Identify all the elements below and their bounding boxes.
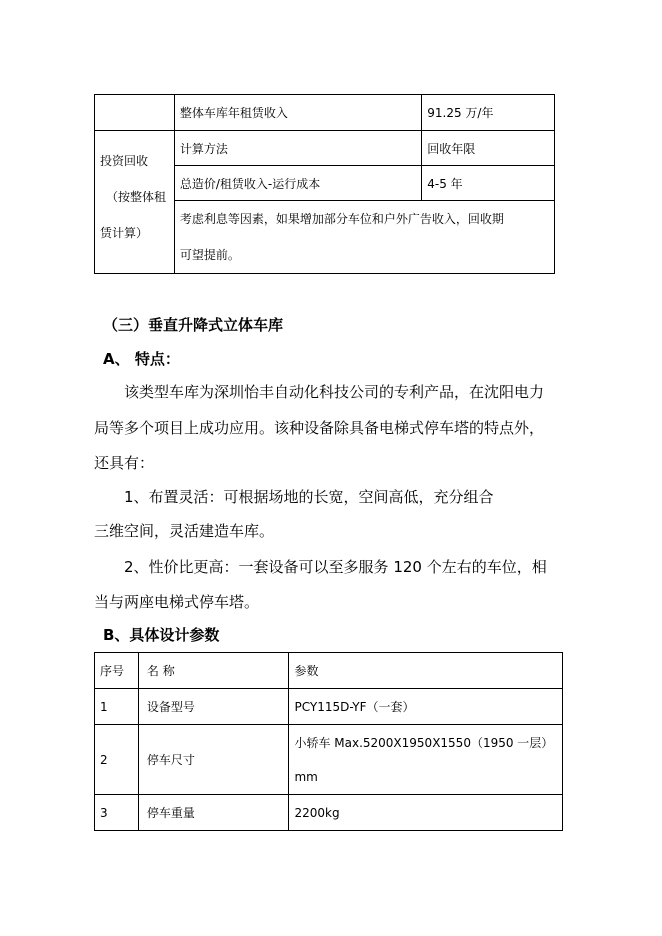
header-name: 名 称	[138, 653, 289, 689]
table-row	[95, 689, 563, 725]
note-line: 可望提前。	[179, 248, 240, 262]
note-line: 考虑利息等因素，如果增加部分车位和户外广告收入，回收期	[179, 212, 504, 226]
investment-table	[94, 94, 555, 274]
formula-text: 总造价/租赁收入-运行成本	[174, 166, 421, 201]
calc-method-label: 计算方法	[174, 131, 421, 166]
list-item-line: 2、性价比更高：一套设备可以至多服务 120 个左右的车位，相	[124, 558, 547, 576]
row-param: PCY115D-YF（一套）	[289, 689, 563, 725]
design-params-table	[94, 652, 563, 831]
param-line: mm	[294, 769, 318, 784]
merged-label-line: 赁计算）	[100, 226, 149, 240]
row-no: 2	[95, 725, 139, 795]
row-name: 设备型号	[138, 689, 289, 725]
table-cell	[95, 95, 175, 131]
rent-income-value: 91.25 万/年	[422, 95, 555, 131]
list-item-line: 三维空间，灵活建造车库。	[94, 522, 275, 540]
param-line: 小轿车 Max.5200X1950X1550（1950 一层）	[294, 735, 554, 750]
paragraph-line: 该类型车库为深圳怡丰自动化科技公司的专利产品，在沈阳电力	[124, 383, 545, 401]
paragraph-line: 还具有：	[94, 454, 155, 472]
row-name: 停车重量	[138, 795, 289, 831]
note-cell	[174, 201, 554, 274]
table-row	[95, 795, 563, 831]
investment-return-label	[95, 131, 175, 274]
header-param: 参数	[289, 653, 563, 689]
row-no: 3	[95, 795, 139, 831]
table-row	[95, 725, 563, 795]
row-param: 2200kg	[289, 795, 563, 831]
rent-income-label: 整体车库年租赁收入	[174, 95, 421, 131]
subsection-b-title: B、具体设计参数	[103, 626, 220, 644]
row-name: 停车尺寸	[138, 725, 289, 795]
header-no: 序号	[95, 653, 139, 689]
list-item-line: 当与两座电梯式停车塔。	[94, 593, 260, 611]
merged-label-line: 投资回收	[100, 154, 149, 168]
merged-label-line: （按整体租	[106, 190, 167, 204]
list-item-line: 1、布置灵活：可根据场地的长宽，空间高低，充分组合	[124, 488, 494, 506]
payback-years-label: 回收年限	[422, 131, 555, 166]
table-header-row	[95, 653, 563, 689]
row-param	[289, 725, 563, 795]
section-title: （三）垂直升降式立体车库	[103, 316, 284, 334]
payback-years-value: 4-5 年	[422, 166, 555, 201]
row-no: 1	[95, 689, 139, 725]
subsection-a-title: A、 特点：	[103, 350, 180, 368]
paragraph-line: 局等多个项目上成功应用。该种设备除具备电梯式停车塔的特点外，	[94, 419, 545, 437]
table-row	[95, 95, 555, 131]
table-row	[95, 131, 555, 166]
